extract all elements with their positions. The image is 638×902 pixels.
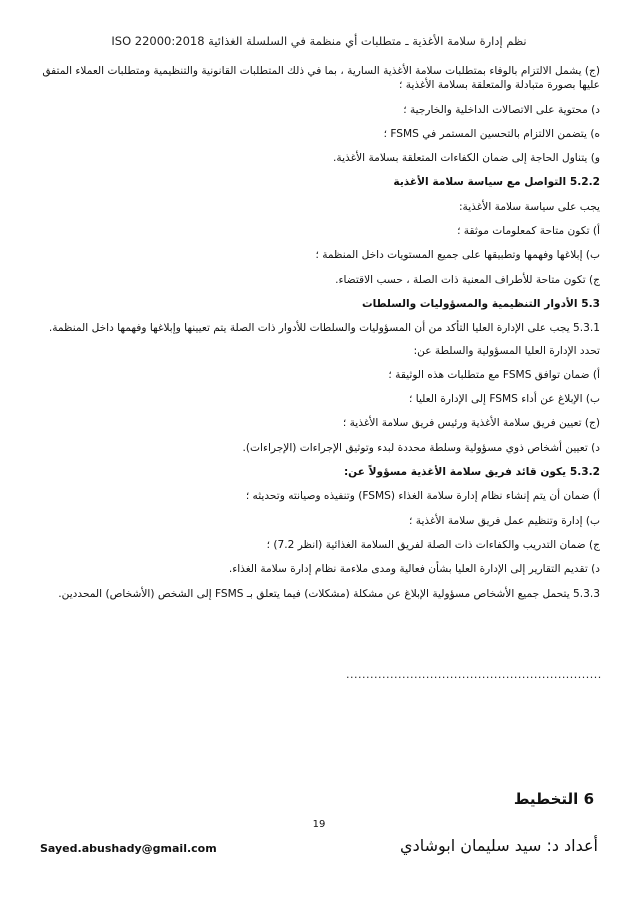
- chapter-title: التخطيط: [513, 790, 579, 808]
- paragraph-item: ب) إدارة وتنظيم عمل فريق سلامة الأغذية ؛: [409, 514, 600, 527]
- paragraph-scope: (ج) يشمل الالتزام بالوفاء بمتطلبات سلامة الأغذية السارية ، بما في ذلك المتطلبات القانونية والتنظيمية ومتطلبات العملاء المتفق عليها بصورة متبادلة والمتعلقة بسلامة الأغذية ؛: [42, 65, 600, 92]
- section-heading: 5.3.2 يكون قائد فريق سلامة الأغذية مسؤولاً عن:: [343, 466, 600, 479]
- author-name: أعداد د: سيد سليمان ابوشادي: [400, 836, 598, 855]
- paragraph-item: أ) ضمان توافق FSMS مع متطلبات هذه الوثيقة ؛: [388, 368, 600, 381]
- paragraph-item: يجب على سياسة سلامة الأغذية:: [458, 200, 600, 213]
- chapter-number: 6: [583, 790, 594, 808]
- dotted-separator: ................................................................: [346, 668, 602, 681]
- author-email: Sayed.abushady@gmail.com: [40, 842, 217, 855]
- paragraph-item: ج) تكون متاحة للأطراف المعنية ذات الصلة ، حسب الاقتضاء.: [335, 273, 600, 286]
- paragraph-item: أ) ضمان أن يتم إنشاء نظام إدارة سلامة الغذاء (FSMS) وتنفيذه وصيانته وتحديثه ؛: [245, 490, 600, 503]
- paragraph-item: د) تعيين أشخاص ذوي مسؤولية وسلطة محددة لبدء وتوثيق الإجراءات (الإجراءات).: [242, 441, 600, 454]
- paragraph-item: (ج) تعيين فريق سلامة الأغذية ورئيس فريق سلامة الأغذية ؛: [342, 417, 600, 430]
- page-content: [38, 64, 600, 611]
- page-number: 19: [312, 819, 326, 830]
- paragraph-item: تحدد الإدارة العليا المسؤولية والسلطة عن:: [413, 344, 600, 357]
- paragraph-item: 5.3.1 يجب على الإدارة العليا التأكد من أن المسؤوليات والسلطات للأدوار ذات الصلة يتم تعيينها وإبلاغها وفهمها داخل المنظمة.: [48, 322, 600, 335]
- paragraph-item: أ) تكون متاحة كمعلومات موثقة ؛: [457, 225, 600, 238]
- chapter-heading: [514, 790, 594, 808]
- paragraph-item: د) محتوية على الاتصالات الداخلية والخارجية ؛: [403, 103, 600, 116]
- paragraph-item: ب) إبلاغها وفهمها وتطبيقها على جميع المستويات داخل المنظمة ؛: [315, 249, 600, 262]
- paragraph-item: و) يتناول الحاجة إلى ضمان الكفاءات المتعلقة بسلامة الأغذية.: [333, 152, 600, 165]
- paragraph-item: د) تقديم التقارير إلى الإدارة العليا بشأن فعالية ومدى ملاءمة نظام إدارة سلامة الغذاء.: [228, 563, 600, 576]
- section-heading: 5.3 الأدوار التنظيمية والمسؤوليات والسلطات: [361, 297, 600, 310]
- paragraph-item: ج) ضمان التدريب والكفاءات ذات الصلة لفريق السلامة الغذائية (انظر 7.2) ؛: [266, 538, 600, 551]
- paragraph-item: 5.3.3 يتحمل جميع الأشخاص مسؤولية الإبلاغ عن مشكلة (مشكلات) فيما يتعلق بـ FSMS إلى الشخص (الأشخاص) المحددين.: [58, 587, 600, 600]
- paragraph-item: ب) الإبلاغ عن أداء FSMS إلى الإدارة العليا ؛: [409, 393, 600, 406]
- page-header: نظم إدارة سلامة الأغذية ـ متطلبات أي منظمة في السلسلة الغذائية ISO 22000:2018: [111, 34, 527, 48]
- section-heading: 5.2.2 التواصل مع سياسة سلامة الأغذية: [393, 176, 600, 189]
- paragraph-item: ه) يتضمن الالتزام بالتحسين المستمر في FSMS ؛: [383, 127, 600, 140]
